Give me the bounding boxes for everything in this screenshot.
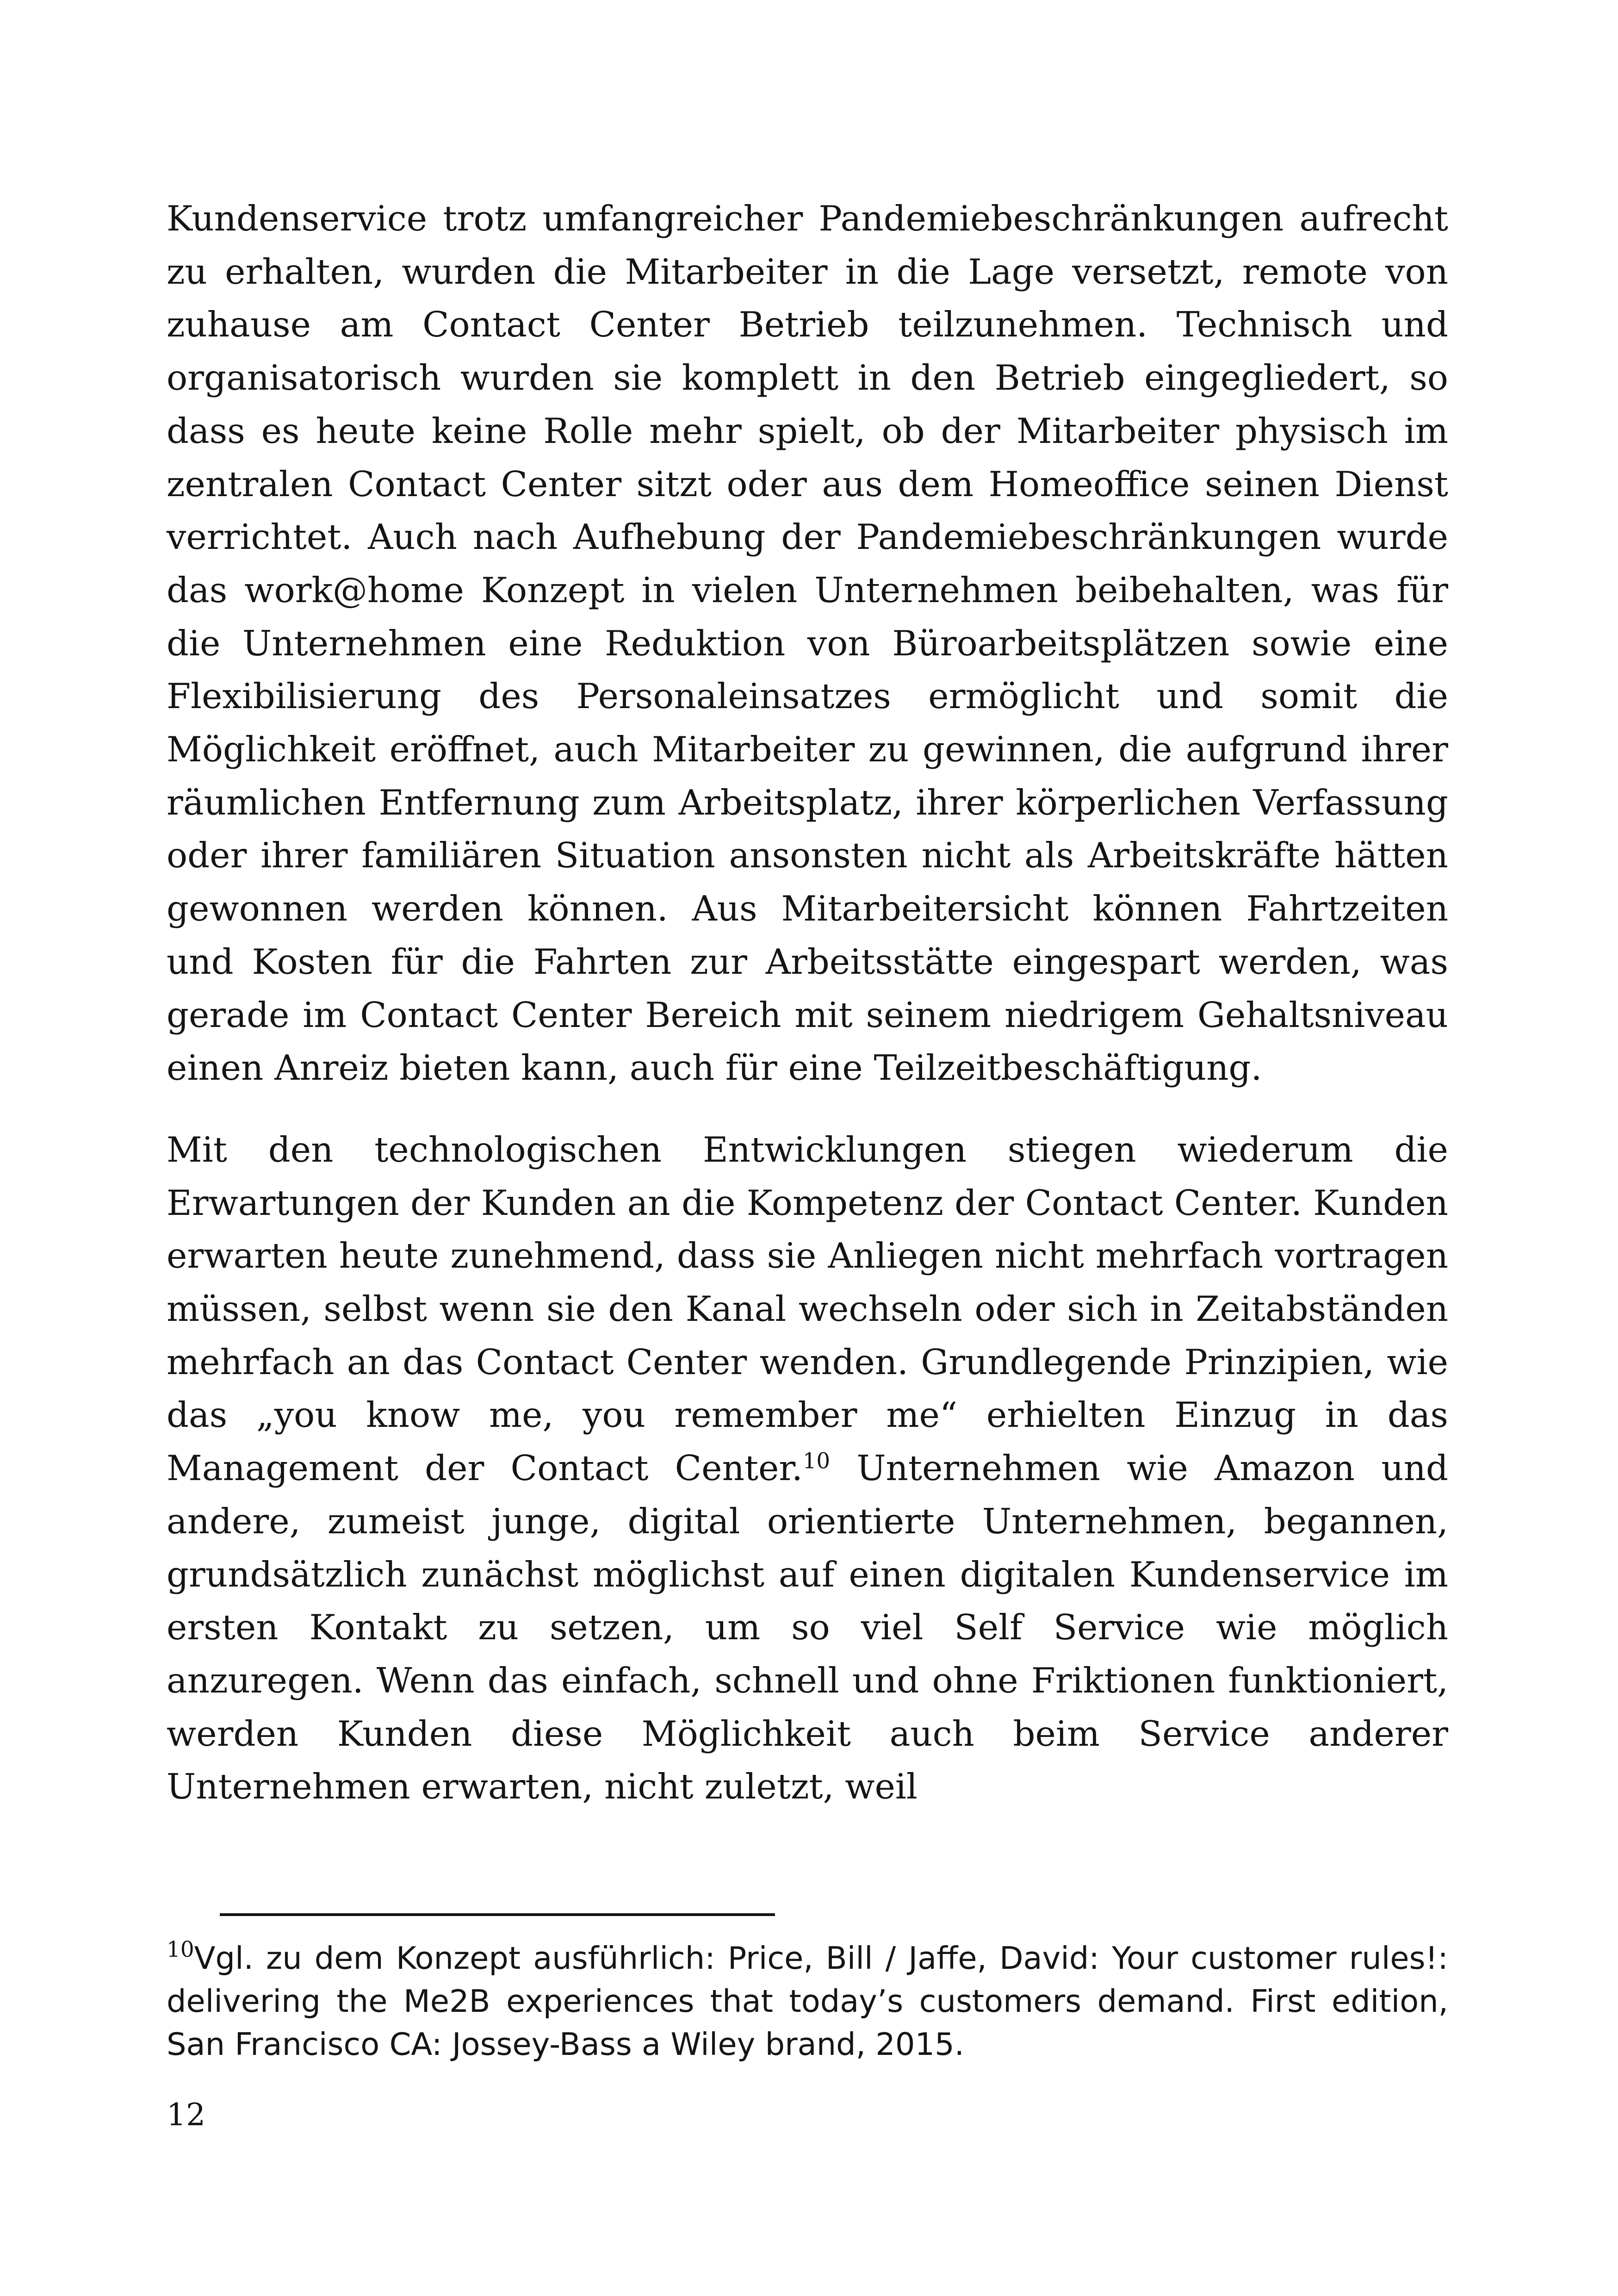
main-text [167,192,1448,1813]
paragraph-1 [167,192,1448,1095]
paragraph-2-text-end: Unternehmen wie Amazon und andere, zumeist junge, digital orientierte Unternehmen, begannen, grundsätzlich zunächst möglichst auf einen digitalen Kundenservice im ersten Kontakt zu setzen, um so viel Self Service wie möglich anzuregen. Wenn das einfach, schnell und ohne Friktionen funktioniert, werden Kunden diese Möglichkeit auch beim Service anderer Unternehmen erwarten, nicht zuletzt, weil [167,1448,1448,1807]
paragraph-2 [167,1123,1448,1813]
footnote-reference[interactable]: 10 [802,1448,831,1474]
page-number: 12 [167,2097,205,2133]
footnote-text: Vgl. zu dem Konzept ausführlich: Price, Bill / Jaffe, David: Your customer rules!: delivering the Me2B experiences that today’s customers demand. First edition, San Francisco CA: Jossey-Bass a Wiley brand, 2015. [167,1940,1448,2062]
paragraph-2-text-start: Mit den technologischen Entwicklungen stiegen wiederum die Erwartungen der Kunden an die Kompetenz der Contact Center. Kunden erwarten heute zunehmend, dass sie Anliegen nicht mehrfach vortragen müssen, selbst wenn sie den Kanal wechseln oder sich in Zeitabständen mehrfach an das Contact Center wenden. Grundlegende Prinzipien, wie das „you know me, you remember me“ erhielten Einzug in das Management der Contact Center. [167,1129,1448,1489]
footnote-separator [220,1913,775,1916]
paragraph-1-text: Kundenservice trotz umfangreicher Pandemiebeschränkungen aufrecht zu erhalten, wurden die Mitarbeiter in die Lage versetzt, remote von zuhause am Contact Center Betrieb teilzunehmen. Technisch und organisatorisch wurden sie komplett in den Betrieb eingegliedert, so dass es heute keine Rolle mehr spielt, ob der Mitarbeiter physisch im zentralen Contact Center sitzt oder aus dem Homeoffice seinen Dienst verrichtet. Auch nach Aufhebung der Pandemiebeschränkungen wurde das work@home Konzept in vielen Unternehmen beibehalten, was für die Unternehmen eine Reduktion von Büroarbeitsplätzen sowie eine Flexibilisierung des Personaleinsatzes ermöglicht und somit die Möglichkeit eröffnet, auch Mitarbeiter zu gewinnen, die aufgrund ihrer räumlichen Entfernung zum Arbeitsplatz, ihrer körperlichen Verfassung oder ihrer familiären Situation ansonsten nicht als Arbeitskräfte hätten gewonnen werden können. Aus Mitarbeitersicht können Fahrtzeiten und Kosten für die Fahrten zur Arbeitsstätte eingespart werden, was gerade im Contact Center Bereich mit seinem niedrigem Gehaltsniveau einen Anreiz bieten kann, auch für eine Teilzeitbeschäftigung. [167,198,1448,1089]
footnote [167,1937,1448,2066]
footnote-number: 10 [167,1937,194,1963]
